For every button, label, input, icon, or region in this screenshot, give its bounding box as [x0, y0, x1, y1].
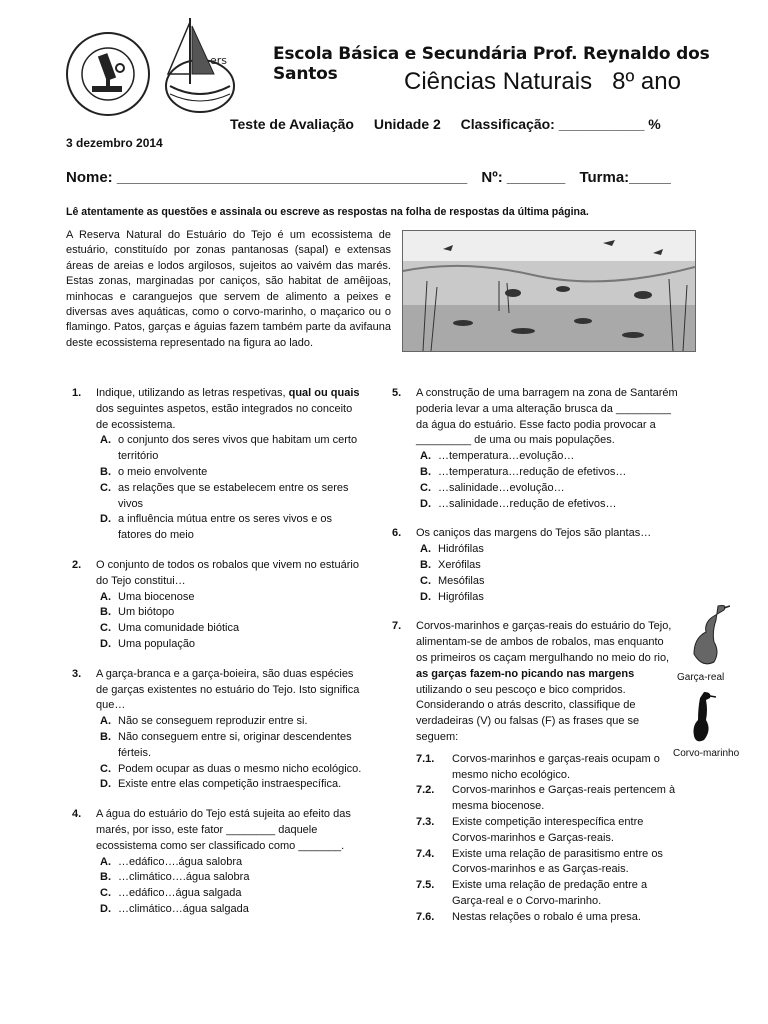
question-number: 1. — [72, 387, 82, 399]
question-number: 6. — [392, 527, 402, 540]
question-number: 3. — [72, 667, 82, 680]
statement-item[interactable]: 7.4. Existe uma relação de parasitismo entre os Corvos-marinhos e as Garças-reais. — [416, 847, 663, 876]
option[interactable]: D. …climático…água salgada — [100, 902, 249, 915]
heron-icon — [684, 602, 730, 672]
svg-text:ers: ers — [210, 54, 228, 67]
option[interactable]: A. Não se conseguem reproduzir entre si. — [100, 715, 308, 728]
test-date: 3 dezembro 2014 — [66, 136, 163, 150]
question-1 — [66, 386, 366, 544]
question-5 — [386, 386, 686, 512]
question-text: A água do estuário do Tejo está sujeita ao efeito das marés, por isso, este fator ________ daquele ecossistema como ser classificado como _______. — [96, 808, 351, 852]
statement-item[interactable]: 7.1. Corvos-marinhos e garças-reais ocupam o mesmo nicho ecológico. — [416, 752, 660, 781]
statement-item[interactable]: 7.2. Corvos-marinhos e Garças-reais pertencem à mesma biocenose. — [416, 784, 676, 813]
question-text: A garça-branca e a garça-boieira, são duas espécies de garças existentes no estuário do Tejo. Isto significa que… — [96, 667, 360, 712]
left-column — [66, 386, 366, 932]
option[interactable]: A. o conjunto dos seres vivos que habitam um certo território — [100, 434, 358, 463]
grade: 8º ano — [612, 68, 681, 95]
name-field[interactable]: Nome: __________________________________________ — [66, 169, 468, 186]
question-7 — [386, 619, 678, 925]
question-number: 5. — [392, 387, 402, 399]
subject-title — [404, 68, 681, 96]
option[interactable]: C. Uma comunidade biótica — [100, 622, 240, 635]
option[interactable]: C. as relações que se estabelecem entre os seres vivos — [100, 481, 349, 510]
option[interactable]: B. …temperatura…redução de efetivos… — [420, 465, 627, 478]
cormorant-icon — [686, 690, 716, 746]
statement-item[interactable]: 7.6. Nestas relações o robalo é uma presa. — [416, 910, 641, 923]
question-text-bold: qual ou quais — [288, 387, 360, 399]
question-text: utilizando o seu pescoço e bico compridos. Considerando o atrás descrito, classifique de verdadeiras (V) ou falsas (F) as frases que se seguem: — [416, 683, 640, 743]
question-number: 7. — [392, 620, 402, 633]
heron-label: Garça-real — [677, 672, 725, 683]
option[interactable]: C. Mesófilas — [420, 574, 485, 587]
question-text: O conjunto de todos os robalos que vivem no estuário do Tejo constitui… — [96, 558, 359, 587]
heron-illustration — [684, 602, 730, 672]
microscope-icon — [68, 34, 148, 114]
subject-name: Ciências Naturais — [404, 68, 593, 95]
school-logo — [66, 32, 150, 116]
option[interactable]: D. …salinidade…redução de efetivos… — [420, 497, 617, 510]
question-text: A construção de uma barragem na zona de Santarém poderia levar a uma alteração brusca da _________ da água do estuário. Esse facto podia provocar a _________ de uma ou mais populações. — [416, 387, 678, 447]
option[interactable]: C. Podem ocupar as duas o mesmo nicho ecológico. — [100, 762, 362, 775]
question-number: 2. — [72, 558, 82, 571]
sailboat-icon — [160, 14, 240, 114]
question-2 — [66, 558, 366, 653]
option[interactable]: D. Uma população — [100, 637, 196, 650]
instructions: Lê atentamente as questões e assinala ou escreve as respostas na folha de respostas da última página. — [66, 206, 589, 218]
class-field[interactable]: Turma:_____ — [579, 169, 671, 186]
test-title: Teste de Avaliação — [230, 116, 354, 132]
question-number: 4. — [72, 808, 82, 821]
option[interactable]: B. Não conseguem entre si, originar descendentes férteis. — [100, 730, 352, 759]
question-6 — [386, 526, 686, 605]
question-3 — [66, 667, 366, 793]
right-column — [386, 386, 686, 940]
question-text: Os caniços das margens do Tejos são plantas… — [416, 527, 652, 540]
cormorant-label: Corvo-marinho — [673, 748, 740, 759]
estuary-illustration — [402, 230, 696, 352]
option[interactable]: D. Higrófilas — [420, 590, 484, 603]
option[interactable]: A. …edáfico….água salobra — [100, 855, 243, 868]
cormorant-illustration — [686, 690, 716, 746]
question-text: Indique, utilizando as letras respetivas, — [96, 387, 289, 399]
question-4 — [66, 807, 366, 918]
classification-field[interactable]: Classificação: ___________ % — [460, 116, 661, 132]
option[interactable]: C. …salinidade…evolução… — [420, 481, 565, 494]
option[interactable]: B. o meio envolvente — [100, 465, 208, 478]
statement-item[interactable]: 7.5. Existe uma relação de predação entre a Garça-real e o Corvo-marinho. — [416, 879, 648, 907]
option[interactable]: D. a influência mútua entre os seres vivos e os fatores do meio — [100, 513, 333, 542]
option[interactable]: A. Hidrófilas — [420, 543, 484, 556]
school-name: Escola Básica e Secundária Prof. Reynaldo dos Santos — [273, 44, 710, 84]
statement-item[interactable]: 7.3. Existe competição interespecífica entre Corvos-marinhos e Garças-reais. — [416, 815, 644, 844]
student-info-line — [66, 169, 681, 186]
boat-logo — [160, 14, 240, 114]
question-text: dos seguintes aspetos, estão integrados no conceito de ecossistema. — [96, 402, 353, 431]
question-text: Corvos-marinhos e garças-reais do estuário do Tejo, alimentam-se de ambos de robalos, mas enquanto os primeiros os caçam mergulhando no meio do rio, — [416, 620, 672, 664]
unit-label: Unidade 2 — [373, 116, 441, 132]
number-field[interactable]: Nº: _______ — [481, 169, 566, 186]
intro-paragraph: A Reserva Natural do Estuário do Tejo é um ecossistema de estuário, constituído por zonas pantanosas (sapal) e extensas áreas de areias e lodos argilosos, sujeitos ao vaivém das marés. Estas zonas, marginadas por caniços, são habitat de amêijoas, minhocas e caranguejos que servem de alimento a peixes e diversas aves aquáticas, como o corvo-marinho, o maçarico ou o flamingo. Patos, garças e águias fazem também parte da avifauna deste ecossistema representado na figura ao lado. — [66, 229, 391, 349]
option[interactable]: D. Existe entre elas competição instraespecífica. — [100, 778, 342, 791]
question-text-bold: as garças fazem-no picando nas margens — [416, 667, 635, 680]
option[interactable]: B. …climático….água salobra — [100, 871, 250, 884]
option[interactable]: C. …edáfico…água salgada — [100, 887, 242, 900]
test-info-line — [230, 116, 677, 132]
option[interactable]: A. Uma biocenose — [100, 590, 195, 603]
option[interactable]: B. Xerófilas — [420, 558, 481, 571]
option[interactable]: A. …temperatura…evolução… — [420, 450, 575, 463]
option[interactable]: B. Um biótopo — [100, 606, 175, 619]
